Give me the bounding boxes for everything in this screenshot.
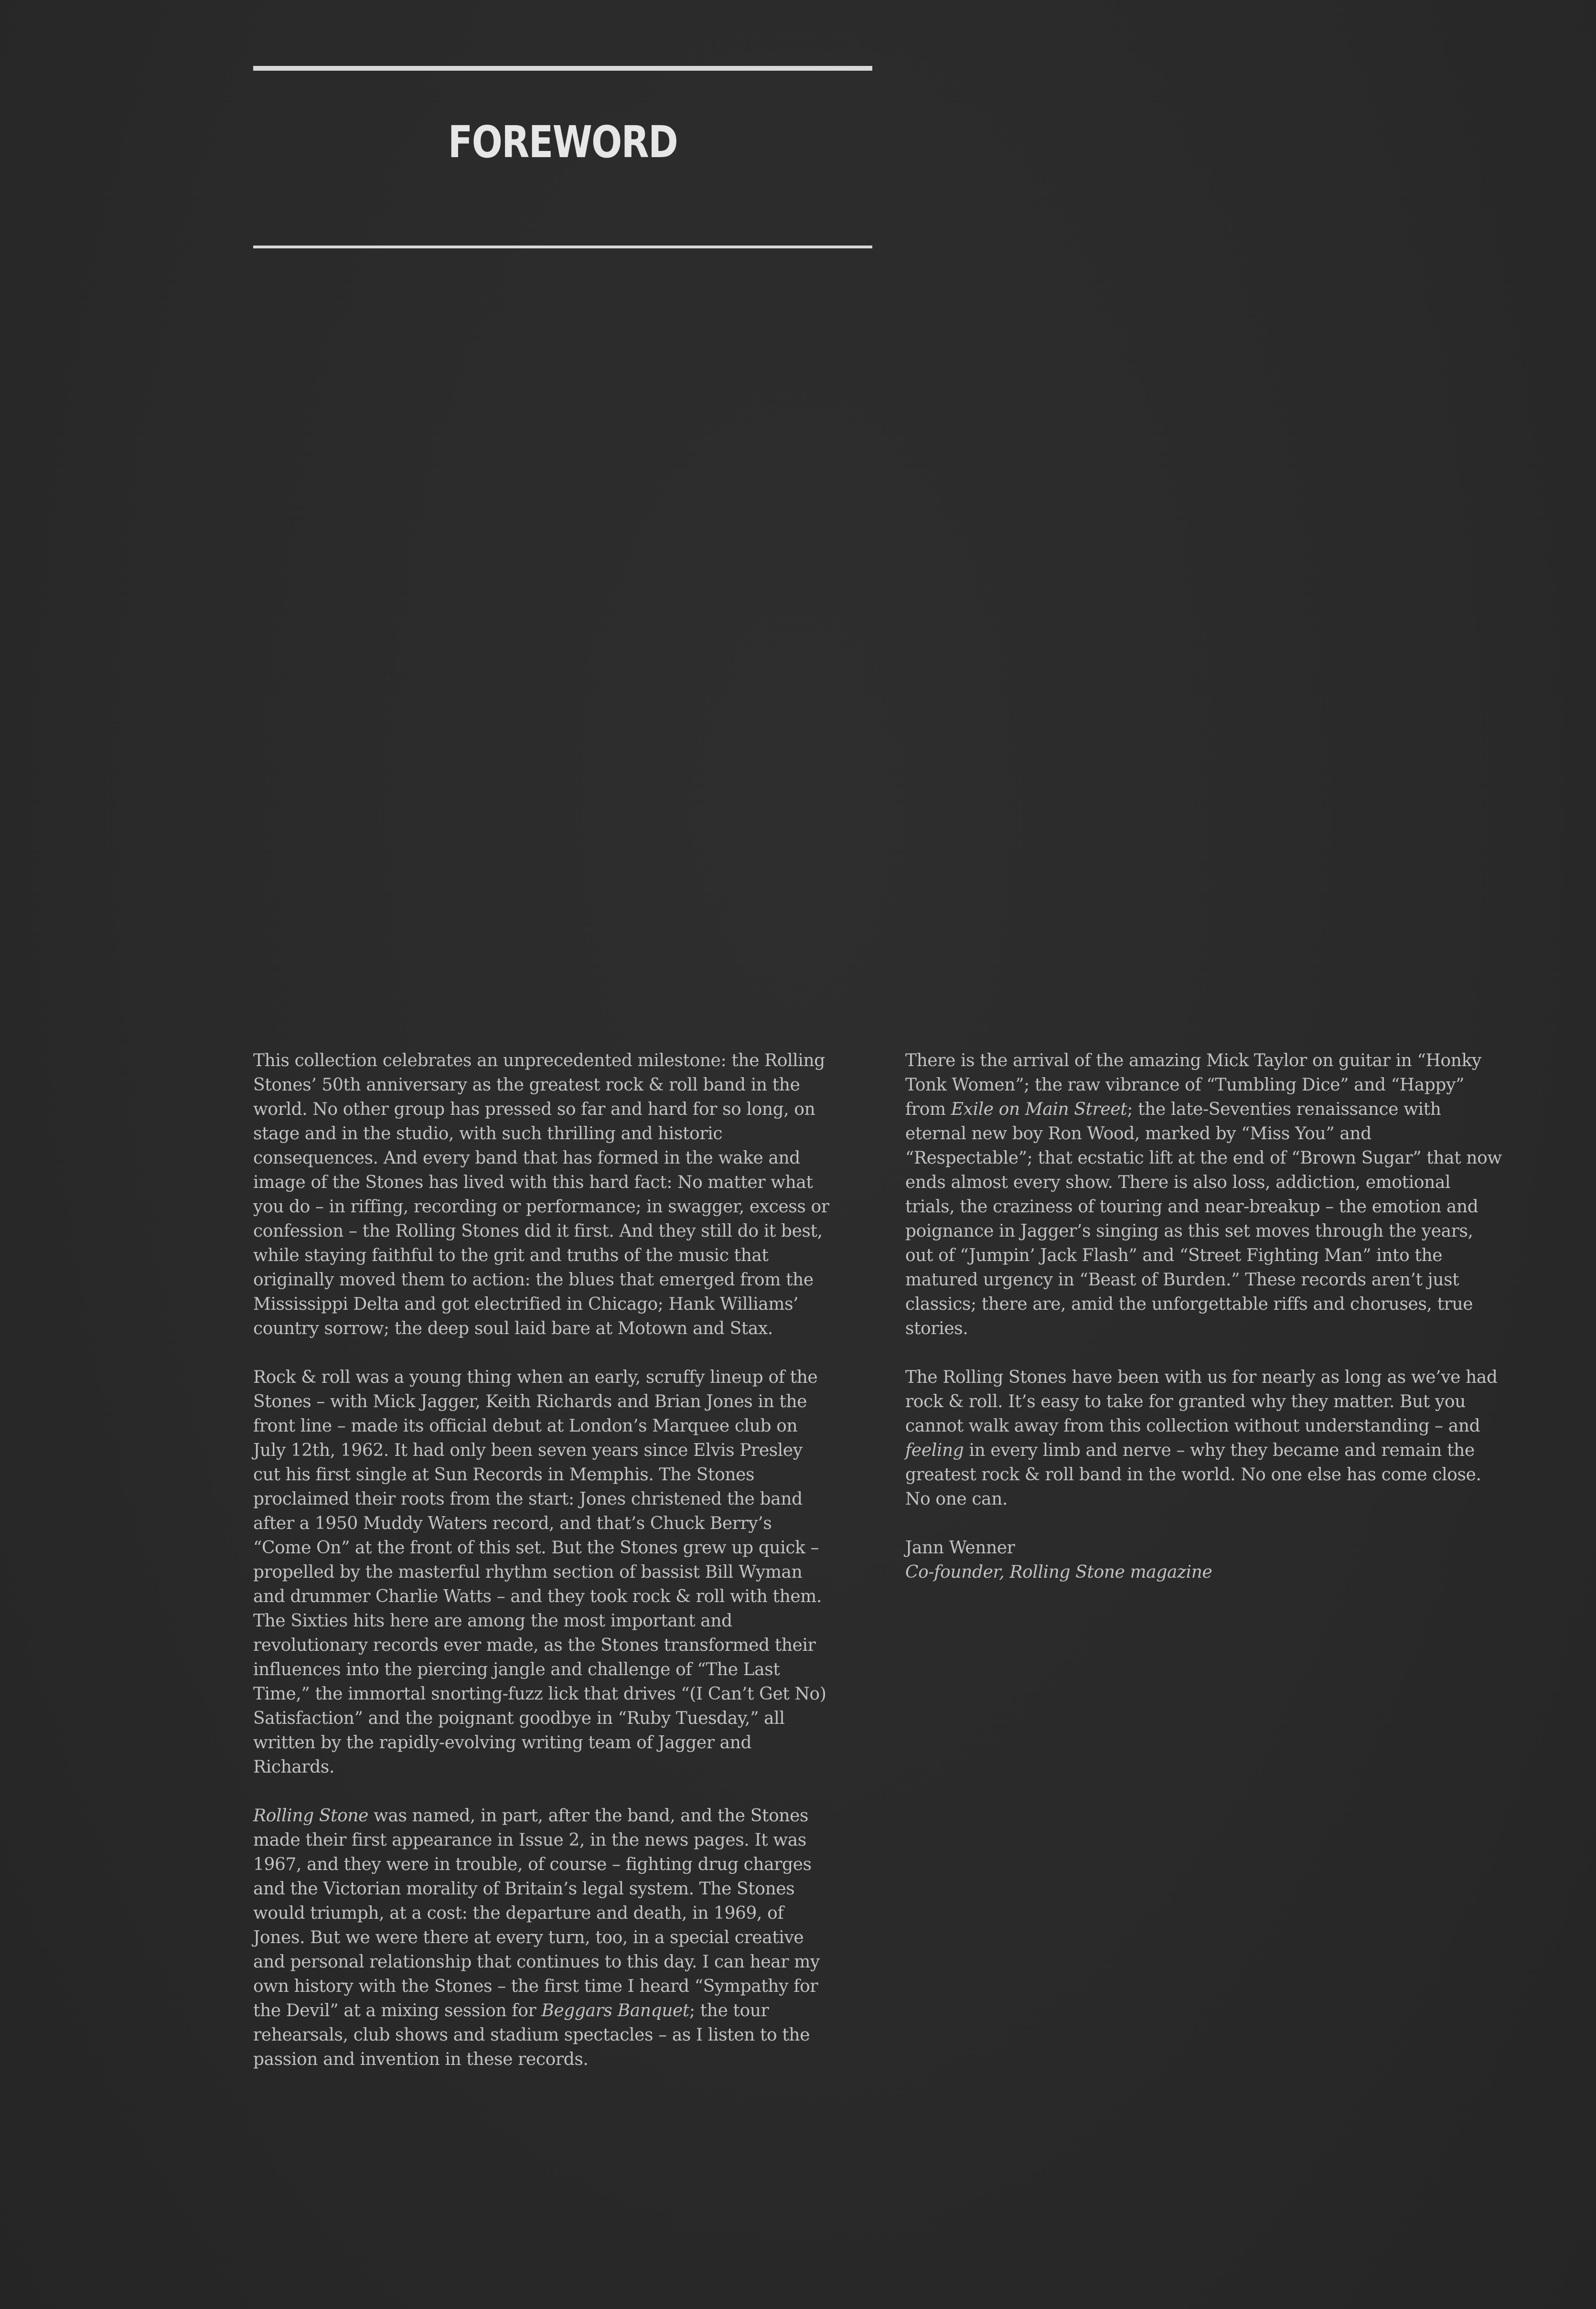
paragraph-1: This collection celebrates an unprecedented milestone: the Rolling Stones’ 50th anniversary as the greatest rock & roll band in the world. No other group has pressed so far and hard for so long, on stage and in the studio, with such thrilling and historic consequences. And every band that has formed in the wake and image of the Stones has lived with this hard fact: No matter what you do – in riffing, recording or performance; in swagger, excess or confession – the Rolling Stones did it first. And they still do it best, while staying faithful to the grit and truths of the music that originally moved them to action: the blues that emerged from the Mississippi Delta and got electrified in Chicago; Hank Williams’ country sorrow; the deep soul laid bare at Motown and Stax. [253,1051,829,1338]
right-column [905,1048,1502,1609]
paragraph-3 [253,1804,831,2072]
paragraph-4-text-a: There is the arrival of the amazing Mick Taylor on guitar in “Honky Tonk Women”; the raw vibrance of “Tumbling Dice” and “Happy” from [905,1051,1481,1119]
album-title: Beggars Banquet [541,2001,689,2020]
bottom-rule [253,246,872,248]
paragraph-4-text-b: ; the late-Seventies renaissance with eternal new boy Ron Wood, marked by “Miss You” and “Respectable”; that ecstatic lift at the end of “Brown Sugar” that now ends almost every show. There is also loss, addiction, emotional trials, the craziness of touring and near-breakup – the emotion and poignance in Jagger’s singing as this set moves through the years, out of “Jumpin’ Jack Flash” and “Street Fighting Man” into the matured urgency in “Beast of Burden.” These records aren’t just classics; there are, amid the unforgettable riffs and choruses, true stories. [905,1100,1502,1338]
page-title: FOREWORD [448,116,678,168]
paragraph-3-text-b: ; the tour rehearsals, club shows and stadium spectacles – as I listen to the passion and invention in these records. [253,2001,810,2069]
signature [905,1536,1502,1584]
emphasis-word: feeling [905,1441,964,1460]
paragraph-5 [905,1365,1502,1511]
paragraph-3-text-a: was named, in part, after the band, and the Stones made their first appearance in Issue 2, in the news pages. It was 1967, and they were in trouble, of course – fighting drug charges and the Victorian morality of Britain’s legal system. The Stones would triumph, at a cost: the departure and death, in 1969, of Jones. But we were there at every turn, too, in a special creative and personal relationship that continues to this day. I can hear my own history with the Stones – the first time I heard “Sympathy for the Devil” at a mixing session for [253,1806,820,2020]
paragraph-5-text-a: The Rolling Stones have been with us for nearly as long as we’ve had rock & roll. It’s easy to take for granted why they matter. But you cannot walk away from this collection without understanding – and [905,1368,1498,1436]
left-column [253,1048,831,2096]
signature-title: Co-founder, Rolling Stone magazine [905,1562,1212,1582]
signature-name: Jann Wenner [905,1538,1015,1558]
magazine-name: Rolling Stone [253,1806,369,1826]
paragraph-4 [905,1048,1502,1341]
top-rule [253,66,872,71]
album-title: Exile on Main Street [951,1100,1127,1119]
paragraph-2: Rock & roll was a young thing when an early, scruffy lineup of the Stones – with Mick Jagger, Keith Richards and Brian Jones in the front line – made its official debut at London’s Marquee club on July 12th, 1962. It had only been seven years since Elvis Presley cut his first single at Sun Records in Memphis. The Stones proclaimed their roots from the start: Jones christened the band after a 1950 Muddy Waters record, and that’s Chuck Berry’s “Come On” at the front of this set. But the Stones grew up quick – propelled by the masterful rhythm section of bassist Bill Wyman and drummer Charlie Watts – and they took rock & roll with them. The Sixties hits here are among the most important and revolutionary records ever made, as the Stones transformed their influences into the piercing jangle and challenge of “The Last Time,” the immortal snorting-fuzz lick that drives “(I Can’t Get No) Satisfaction” and the poignant goodbye in “Ruby Tuesday,” all written by the rapidly-evolving writing team of Jagger and Richards. [253,1368,826,1777]
paragraph-5-text-b: in every limb and nerve – why they became and remain the greatest rock & roll band in the world. No one else has come close. No one can. [905,1441,1481,1509]
